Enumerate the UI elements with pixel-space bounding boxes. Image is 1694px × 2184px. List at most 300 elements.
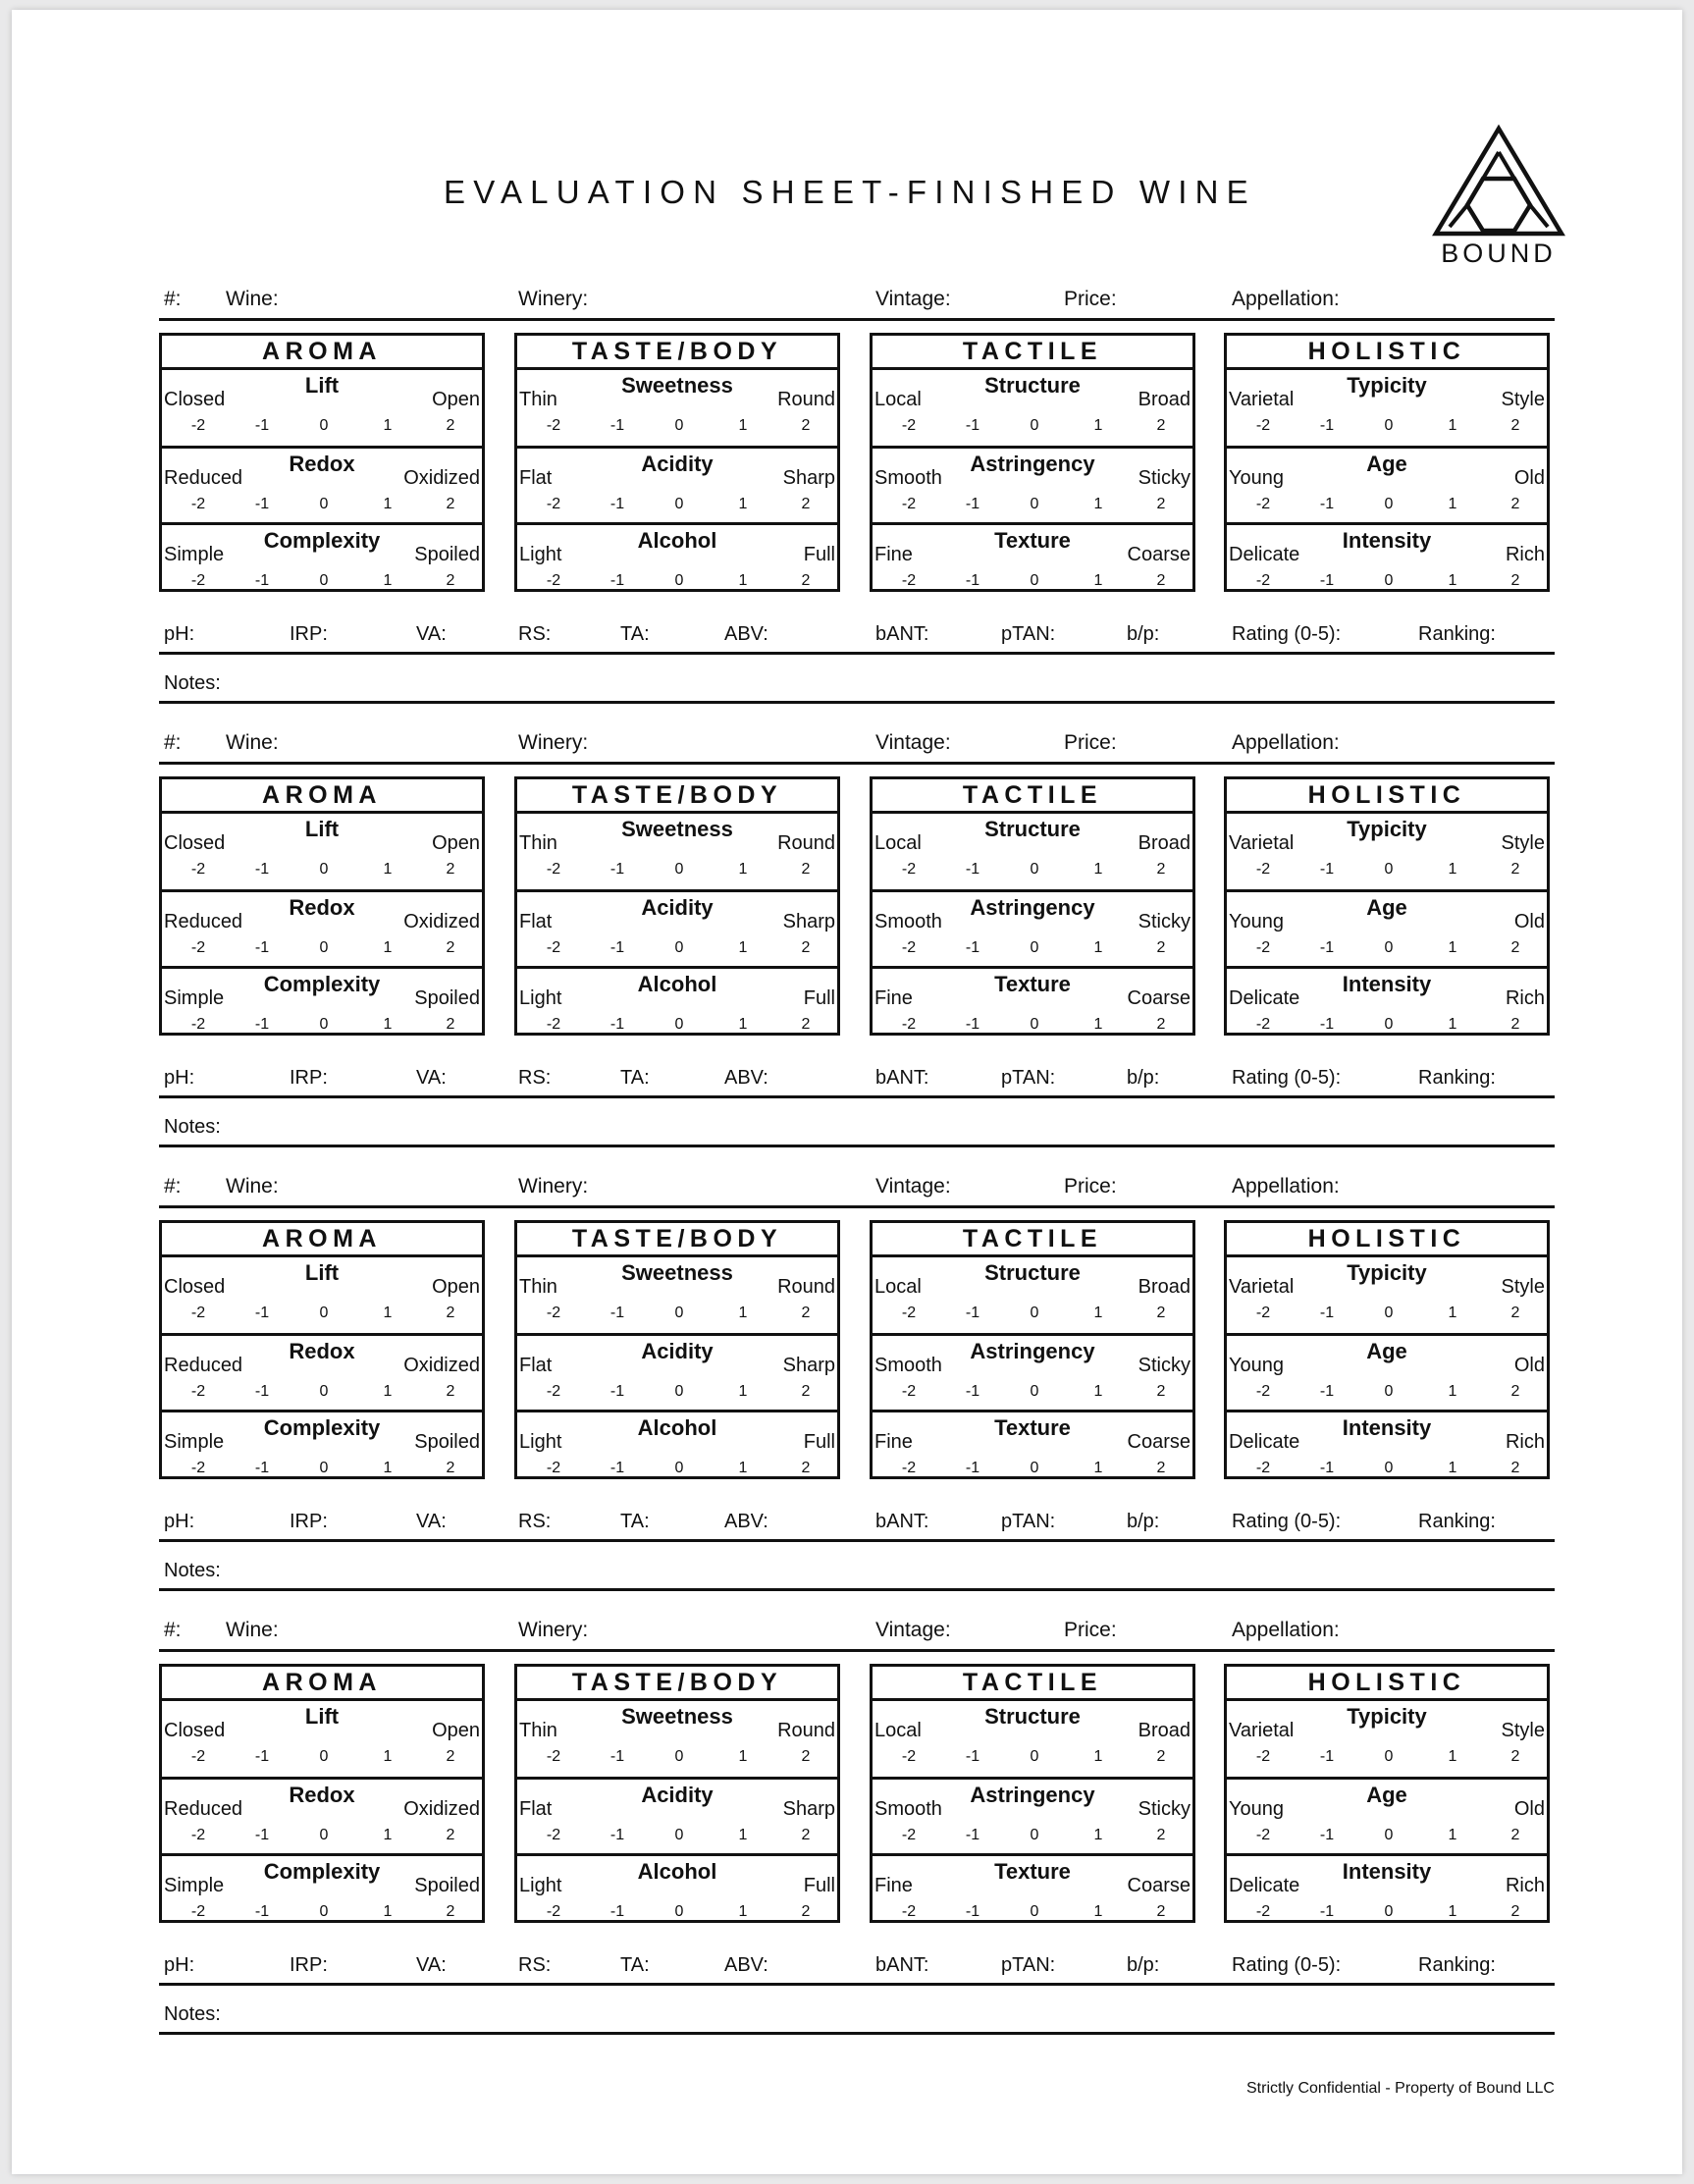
scale-value-option[interactable]: 0 (319, 1827, 329, 1843)
scale-intensity[interactable] (1227, 522, 1547, 589)
scale-structure[interactable] (873, 1257, 1192, 1333)
scale-value-option[interactable]: 0 (1384, 572, 1394, 589)
notes-row[interactable] (159, 1107, 1555, 1147)
scale-value-option[interactable]: -2 (190, 1460, 206, 1476)
scale-value-option[interactable]: 0 (1384, 861, 1394, 878)
scale-value-option[interactable]: 1 (383, 939, 393, 956)
scale-complexity[interactable] (162, 522, 482, 589)
scale-sweetness[interactable] (517, 814, 837, 889)
scale-value-option[interactable]: 2 (446, 1748, 455, 1765)
scale-value-option[interactable]: -2 (901, 417, 917, 434)
scale-value-option[interactable]: 2 (801, 1748, 811, 1765)
scale-value-option[interactable]: 1 (1093, 1383, 1103, 1400)
scale-value-option[interactable]: -1 (1319, 939, 1335, 956)
scale-value-option[interactable]: -1 (1319, 861, 1335, 878)
scale-value-option[interactable]: -2 (1255, 1827, 1271, 1843)
scale-value-option[interactable]: 0 (674, 1016, 684, 1033)
scale-value-option[interactable]: -1 (609, 1460, 625, 1476)
scale-value-option[interactable]: 1 (383, 572, 393, 589)
scale-value-option[interactable]: -1 (254, 1903, 270, 1920)
scale-value-option[interactable]: -1 (609, 1016, 625, 1033)
wine-info-row[interactable] (159, 1166, 1555, 1208)
scale-value-option[interactable]: -1 (965, 1827, 980, 1843)
scale-value-option[interactable]: 2 (446, 939, 455, 956)
scale-value-option[interactable]: 0 (319, 496, 329, 512)
scale-value-option[interactable]: 2 (1156, 1903, 1166, 1920)
scale-value-option[interactable]: -1 (1319, 1827, 1335, 1843)
scale-value-option[interactable]: 0 (674, 1305, 684, 1321)
scale-value-option[interactable]: 0 (319, 1016, 329, 1033)
scale-value-option[interactable]: 0 (1384, 1748, 1394, 1765)
scale-value-option[interactable]: 0 (319, 1383, 329, 1400)
scale-value-option[interactable]: -2 (546, 1460, 561, 1476)
scale-value-option[interactable]: -2 (1255, 417, 1271, 434)
scale-value-option[interactable]: 1 (1448, 496, 1457, 512)
scale-value-option[interactable]: 1 (383, 861, 393, 878)
scale-value-option[interactable]: 0 (1030, 1383, 1039, 1400)
scale-redox[interactable] (162, 1777, 482, 1853)
scale-value-option[interactable]: 2 (801, 417, 811, 434)
scale-value-option[interactable]: 0 (1030, 1748, 1039, 1765)
scale-value-option[interactable]: 2 (446, 1460, 455, 1476)
scale-value-option[interactable]: -1 (609, 1827, 625, 1843)
scale-value-option[interactable]: -1 (965, 417, 980, 434)
scale-complexity[interactable] (162, 1410, 482, 1476)
scale-value-option[interactable]: 2 (1510, 1016, 1520, 1033)
scale-age[interactable] (1227, 446, 1547, 522)
scale-value-option[interactable]: 1 (1093, 417, 1103, 434)
measurements-row[interactable] (159, 1945, 1555, 1986)
scale-value-option[interactable]: 1 (383, 1305, 393, 1321)
scale-value-option[interactable]: -1 (965, 861, 980, 878)
scale-value-option[interactable]: 1 (738, 572, 748, 589)
scale-value-option[interactable]: 2 (446, 496, 455, 512)
scale-value-option[interactable]: 2 (1510, 939, 1520, 956)
scale-value-option[interactable]: -1 (254, 1460, 270, 1476)
scale-value-option[interactable]: 0 (1030, 1903, 1039, 1920)
scale-value-option[interactable]: 1 (738, 1016, 748, 1033)
scale-intensity[interactable] (1227, 1410, 1547, 1476)
scale-value-option[interactable]: -1 (609, 1748, 625, 1765)
scale-value-option[interactable]: 0 (1384, 1827, 1394, 1843)
scale-value-option[interactable]: 1 (1093, 1460, 1103, 1476)
scale-value-option[interactable]: 2 (1156, 1460, 1166, 1476)
notes-row[interactable] (159, 1551, 1555, 1591)
scale-value-option[interactable]: -1 (1319, 496, 1335, 512)
scale-value-option[interactable]: 0 (674, 417, 684, 434)
scale-value-option[interactable]: 1 (383, 1903, 393, 1920)
scale-value-option[interactable]: 1 (383, 496, 393, 512)
scale-value-option[interactable]: -1 (609, 1903, 625, 1920)
scale-value-option[interactable]: 1 (1093, 1903, 1103, 1920)
scale-value-option[interactable]: 0 (1030, 861, 1039, 878)
scale-value-option[interactable]: 1 (1093, 861, 1103, 878)
scale-value-option[interactable]: 2 (801, 1827, 811, 1843)
scale-value-option[interactable]: 1 (383, 1383, 393, 1400)
scale-value-option[interactable]: 2 (1510, 1827, 1520, 1843)
scale-alcohol[interactable] (517, 966, 837, 1033)
scale-value-option[interactable]: -2 (1255, 496, 1271, 512)
scale-value-option[interactable]: 1 (738, 1903, 748, 1920)
scale-value-option[interactable]: 1 (738, 1383, 748, 1400)
scale-value-option[interactable]: 1 (1448, 1903, 1457, 1920)
scale-value-option[interactable]: 0 (674, 861, 684, 878)
scale-value-option[interactable]: -2 (190, 417, 206, 434)
scale-value-option[interactable]: -1 (965, 1748, 980, 1765)
scale-value-option[interactable]: 1 (383, 417, 393, 434)
scale-age[interactable] (1227, 1777, 1547, 1853)
scale-value-option[interactable]: 1 (1448, 417, 1457, 434)
scale-value-option[interactable]: 0 (1384, 1460, 1394, 1476)
scale-age[interactable] (1227, 1333, 1547, 1410)
scale-value-option[interactable]: -1 (965, 1016, 980, 1033)
scale-value-option[interactable]: -2 (901, 939, 917, 956)
scale-texture[interactable] (873, 1410, 1192, 1476)
scale-value-option[interactable]: -2 (1255, 1748, 1271, 1765)
scale-lift[interactable] (162, 1257, 482, 1333)
scale-value-option[interactable]: -1 (254, 1748, 270, 1765)
scale-value-option[interactable]: -2 (901, 1460, 917, 1476)
scale-value-option[interactable]: 1 (1448, 1827, 1457, 1843)
scale-value-option[interactable]: 2 (1510, 572, 1520, 589)
scale-value-option[interactable]: -2 (546, 1827, 561, 1843)
scale-value-option[interactable]: -2 (546, 939, 561, 956)
scale-value-option[interactable]: 2 (801, 939, 811, 956)
scale-value-option[interactable]: 2 (446, 1903, 455, 1920)
scale-value-option[interactable]: 0 (1030, 939, 1039, 956)
scale-value-option[interactable]: 0 (1384, 417, 1394, 434)
scale-value-option[interactable]: 2 (801, 861, 811, 878)
scale-value-option[interactable]: 1 (383, 1460, 393, 1476)
scale-alcohol[interactable] (517, 1853, 837, 1920)
scale-value-option[interactable]: 0 (319, 1903, 329, 1920)
scale-value-option[interactable]: -2 (190, 1016, 206, 1033)
scale-structure[interactable] (873, 814, 1192, 889)
scale-value-option[interactable]: -2 (190, 1903, 206, 1920)
scale-complexity[interactable] (162, 1853, 482, 1920)
scale-value-option[interactable]: 1 (383, 1827, 393, 1843)
scale-complexity[interactable] (162, 966, 482, 1033)
scale-value-option[interactable]: 1 (738, 496, 748, 512)
scale-redox[interactable] (162, 889, 482, 966)
scale-value-option[interactable]: -1 (965, 1305, 980, 1321)
scale-acidity[interactable] (517, 1333, 837, 1410)
scale-value-option[interactable]: 2 (1156, 1748, 1166, 1765)
scale-value-option[interactable]: 0 (1384, 1016, 1394, 1033)
scale-value-option[interactable]: 1 (738, 861, 748, 878)
scale-value-option[interactable]: 0 (319, 861, 329, 878)
scale-value-option[interactable]: -2 (546, 417, 561, 434)
scale-structure[interactable] (873, 370, 1192, 446)
scale-value-option[interactable]: 1 (738, 1748, 748, 1765)
scale-value-option[interactable]: -1 (254, 861, 270, 878)
scale-acidity[interactable] (517, 889, 837, 966)
scale-value-option[interactable]: 2 (801, 572, 811, 589)
scale-value-option[interactable]: -1 (254, 1305, 270, 1321)
scale-lift[interactable] (162, 814, 482, 889)
scale-value-option[interactable]: 0 (1030, 417, 1039, 434)
scale-value-option[interactable]: -1 (965, 496, 980, 512)
scale-value-option[interactable]: -1 (1319, 1305, 1335, 1321)
scale-value-option[interactable]: 2 (446, 1383, 455, 1400)
scale-value-option[interactable]: -2 (901, 1383, 917, 1400)
scale-value-option[interactable]: -1 (254, 1827, 270, 1843)
scale-value-option[interactable]: 2 (801, 1305, 811, 1321)
scale-value-option[interactable]: 0 (674, 1903, 684, 1920)
scale-value-option[interactable]: -1 (1319, 1383, 1335, 1400)
scale-astringency[interactable] (873, 1777, 1192, 1853)
scale-value-option[interactable]: 0 (1384, 1305, 1394, 1321)
scale-age[interactable] (1227, 889, 1547, 966)
measurements-row[interactable] (159, 1502, 1555, 1542)
scale-intensity[interactable] (1227, 1853, 1547, 1920)
scale-value-option[interactable]: 0 (1384, 1903, 1394, 1920)
notes-row[interactable] (159, 1995, 1555, 2035)
scale-value-option[interactable]: -2 (546, 1903, 561, 1920)
scale-typicity[interactable] (1227, 814, 1547, 889)
scale-redox[interactable] (162, 1333, 482, 1410)
scale-value-option[interactable]: -2 (901, 1827, 917, 1843)
scale-value-option[interactable]: -1 (254, 417, 270, 434)
scale-value-option[interactable]: 0 (319, 1305, 329, 1321)
scale-value-option[interactable]: -2 (190, 1383, 206, 1400)
scale-value-option[interactable]: 2 (801, 496, 811, 512)
scale-value-option[interactable]: 1 (1093, 496, 1103, 512)
scale-value-option[interactable]: -1 (965, 1383, 980, 1400)
scale-value-option[interactable]: 0 (1384, 1383, 1394, 1400)
scale-value-option[interactable]: 2 (1156, 572, 1166, 589)
scale-value-option[interactable]: 2 (1510, 1748, 1520, 1765)
scale-value-option[interactable]: -2 (190, 1827, 206, 1843)
scale-value-option[interactable]: 2 (1156, 1305, 1166, 1321)
scale-value-option[interactable]: 0 (1030, 1016, 1039, 1033)
scale-lift[interactable] (162, 1701, 482, 1777)
scale-value-option[interactable]: -1 (965, 939, 980, 956)
scale-value-option[interactable]: 1 (738, 1827, 748, 1843)
scale-value-option[interactable]: -2 (1255, 861, 1271, 878)
scale-value-option[interactable]: 0 (319, 1460, 329, 1476)
scale-value-option[interactable]: 1 (1093, 1016, 1103, 1033)
scale-value-option[interactable]: 1 (1448, 1383, 1457, 1400)
scale-acidity[interactable] (517, 446, 837, 522)
scale-astringency[interactable] (873, 446, 1192, 522)
scale-sweetness[interactable] (517, 370, 837, 446)
scale-value-option[interactable]: 2 (1156, 417, 1166, 434)
scale-value-option[interactable]: -2 (1255, 1460, 1271, 1476)
scale-value-option[interactable]: 2 (446, 1827, 455, 1843)
scale-value-option[interactable]: -2 (546, 496, 561, 512)
scale-value-option[interactable]: -1 (1319, 1460, 1335, 1476)
scale-value-option[interactable]: 0 (319, 572, 329, 589)
scale-astringency[interactable] (873, 1333, 1192, 1410)
scale-value-option[interactable]: 1 (383, 1748, 393, 1765)
scale-value-option[interactable]: -2 (901, 496, 917, 512)
scale-value-option[interactable]: -1 (1319, 1903, 1335, 1920)
scale-value-option[interactable]: 1 (1093, 1827, 1103, 1843)
scale-typicity[interactable] (1227, 1257, 1547, 1333)
scale-value-option[interactable]: 0 (674, 496, 684, 512)
wine-info-row[interactable] (159, 722, 1555, 765)
scale-value-option[interactable]: -2 (546, 572, 561, 589)
scale-value-option[interactable]: 1 (1448, 1016, 1457, 1033)
scale-lift[interactable] (162, 370, 482, 446)
scale-value-option[interactable]: -2 (190, 1748, 206, 1765)
scale-value-option[interactable]: 2 (446, 1305, 455, 1321)
scale-value-option[interactable]: 0 (319, 1748, 329, 1765)
measurements-row[interactable] (159, 1058, 1555, 1098)
scale-value-option[interactable]: 1 (1448, 1305, 1457, 1321)
scale-value-option[interactable]: -2 (546, 1748, 561, 1765)
scale-value-option[interactable]: 1 (1093, 939, 1103, 956)
scale-value-option[interactable]: -2 (901, 1903, 917, 1920)
scale-value-option[interactable]: 1 (1093, 572, 1103, 589)
scale-typicity[interactable] (1227, 1701, 1547, 1777)
scale-value-option[interactable]: 0 (1030, 1827, 1039, 1843)
scale-value-option[interactable]: -1 (609, 861, 625, 878)
scale-alcohol[interactable] (517, 522, 837, 589)
scale-value-option[interactable]: 2 (801, 1903, 811, 1920)
scale-value-option[interactable]: -2 (901, 572, 917, 589)
scale-value-option[interactable]: 2 (1510, 861, 1520, 878)
scale-value-option[interactable]: -2 (1255, 1305, 1271, 1321)
scale-value-option[interactable]: 1 (1448, 939, 1457, 956)
scale-value-option[interactable]: 1 (1448, 572, 1457, 589)
scale-value-option[interactable]: -1 (254, 1383, 270, 1400)
notes-row[interactable] (159, 664, 1555, 704)
scale-value-option[interactable]: -2 (901, 861, 917, 878)
scale-value-option[interactable]: 2 (1156, 939, 1166, 956)
scale-value-option[interactable]: -2 (1255, 1903, 1271, 1920)
scale-value-option[interactable]: -2 (901, 1016, 917, 1033)
scale-value-option[interactable]: 0 (1030, 1305, 1039, 1321)
scale-value-option[interactable]: -2 (1255, 572, 1271, 589)
scale-value-option[interactable]: 2 (446, 1016, 455, 1033)
scale-value-option[interactable]: 2 (1510, 496, 1520, 512)
scale-alcohol[interactable] (517, 1410, 837, 1476)
scale-value-option[interactable]: 0 (674, 572, 684, 589)
scale-value-option[interactable]: -2 (1255, 1016, 1271, 1033)
scale-value-option[interactable]: -1 (1319, 572, 1335, 589)
scale-value-option[interactable]: -1 (965, 1460, 980, 1476)
scale-value-option[interactable]: 2 (1156, 496, 1166, 512)
scale-value-option[interactable]: -1 (1319, 417, 1335, 434)
scale-value-option[interactable]: 2 (1156, 861, 1166, 878)
scale-value-option[interactable]: 2 (1156, 1383, 1166, 1400)
scale-value-option[interactable]: 2 (446, 861, 455, 878)
scale-value-option[interactable]: 2 (1510, 1460, 1520, 1476)
scale-sweetness[interactable] (517, 1701, 837, 1777)
scale-astringency[interactable] (873, 889, 1192, 966)
scale-value-option[interactable]: -1 (609, 417, 625, 434)
scale-value-option[interactable]: 2 (1510, 417, 1520, 434)
scale-value-option[interactable]: 0 (319, 417, 329, 434)
scale-value-option[interactable]: 2 (801, 1383, 811, 1400)
scale-value-option[interactable]: -2 (190, 572, 206, 589)
scale-value-option[interactable]: -2 (1255, 939, 1271, 956)
scale-value-option[interactable]: 0 (1030, 1460, 1039, 1476)
scale-value-option[interactable]: 0 (319, 939, 329, 956)
wine-info-row[interactable] (159, 279, 1555, 321)
scale-value-option[interactable]: 1 (383, 1016, 393, 1033)
scale-value-option[interactable]: -1 (254, 572, 270, 589)
scale-value-option[interactable]: 1 (1093, 1305, 1103, 1321)
scale-value-option[interactable]: 2 (801, 1460, 811, 1476)
scale-value-option[interactable]: -1 (254, 496, 270, 512)
scale-value-option[interactable]: -2 (901, 1748, 917, 1765)
scale-value-option[interactable]: -1 (254, 1016, 270, 1033)
scale-value-option[interactable]: -1 (965, 1903, 980, 1920)
scale-value-option[interactable]: -2 (190, 496, 206, 512)
scale-value-option[interactable]: 0 (1030, 496, 1039, 512)
scale-value-option[interactable]: 1 (1448, 1460, 1457, 1476)
scale-value-option[interactable]: 1 (1448, 1748, 1457, 1765)
scale-value-option[interactable]: -1 (965, 572, 980, 589)
scale-value-option[interactable]: -1 (1319, 1748, 1335, 1765)
scale-value-option[interactable]: 0 (674, 1383, 684, 1400)
scale-texture[interactable] (873, 522, 1192, 589)
scale-value-option[interactable]: -2 (901, 1305, 917, 1321)
scale-value-option[interactable]: 0 (674, 1827, 684, 1843)
scale-value-option[interactable]: 2 (1510, 1903, 1520, 1920)
scale-texture[interactable] (873, 966, 1192, 1033)
scale-intensity[interactable] (1227, 966, 1547, 1033)
scale-value-option[interactable]: -1 (1319, 1016, 1335, 1033)
scale-value-option[interactable]: 2 (446, 417, 455, 434)
scale-value-option[interactable]: 1 (738, 1460, 748, 1476)
scale-value-option[interactable]: 1 (738, 417, 748, 434)
scale-value-option[interactable]: 1 (738, 1305, 748, 1321)
scale-value-option[interactable]: -1 (609, 496, 625, 512)
scale-value-option[interactable]: -2 (546, 861, 561, 878)
wine-info-row[interactable] (159, 1610, 1555, 1652)
scale-value-option[interactable]: 2 (1510, 1383, 1520, 1400)
scale-value-option[interactable]: 1 (1448, 861, 1457, 878)
scale-value-option[interactable]: 0 (1030, 572, 1039, 589)
scale-value-option[interactable]: 0 (674, 1460, 684, 1476)
scale-acidity[interactable] (517, 1777, 837, 1853)
scale-value-option[interactable]: -1 (254, 939, 270, 956)
scale-value-option[interactable]: -2 (546, 1383, 561, 1400)
scale-value-option[interactable]: -2 (1255, 1383, 1271, 1400)
scale-typicity[interactable] (1227, 370, 1547, 446)
scale-value-option[interactable]: 2 (801, 1016, 811, 1033)
scale-value-option[interactable]: -2 (546, 1016, 561, 1033)
scale-value-option[interactable]: 2 (446, 572, 455, 589)
scale-value-option[interactable]: 1 (1093, 1748, 1103, 1765)
scale-value-option[interactable]: 0 (1384, 496, 1394, 512)
scale-value-option[interactable]: -2 (546, 1305, 561, 1321)
scale-value-option[interactable]: 2 (1510, 1305, 1520, 1321)
scale-value-option[interactable]: -2 (190, 1305, 206, 1321)
scale-value-option[interactable]: 0 (674, 1748, 684, 1765)
scale-texture[interactable] (873, 1853, 1192, 1920)
scale-value-option[interactable]: 0 (674, 939, 684, 956)
scale-sweetness[interactable] (517, 1257, 837, 1333)
scale-value-option[interactable]: 1 (738, 939, 748, 956)
scale-redox[interactable] (162, 446, 482, 522)
scale-value-option[interactable]: -1 (609, 1383, 625, 1400)
scale-value-option[interactable]: -1 (609, 1305, 625, 1321)
scale-value-option[interactable]: -1 (609, 572, 625, 589)
scale-value-option[interactable]: -1 (609, 939, 625, 956)
scale-value-option[interactable]: -2 (190, 861, 206, 878)
scale-value-option[interactable]: -2 (190, 939, 206, 956)
scale-value-option[interactable]: 0 (1384, 939, 1394, 956)
scale-value-option[interactable]: 2 (1156, 1016, 1166, 1033)
scale-value-option[interactable]: 2 (1156, 1827, 1166, 1843)
measurements-row[interactable] (159, 614, 1555, 655)
scale-structure[interactable] (873, 1701, 1192, 1777)
